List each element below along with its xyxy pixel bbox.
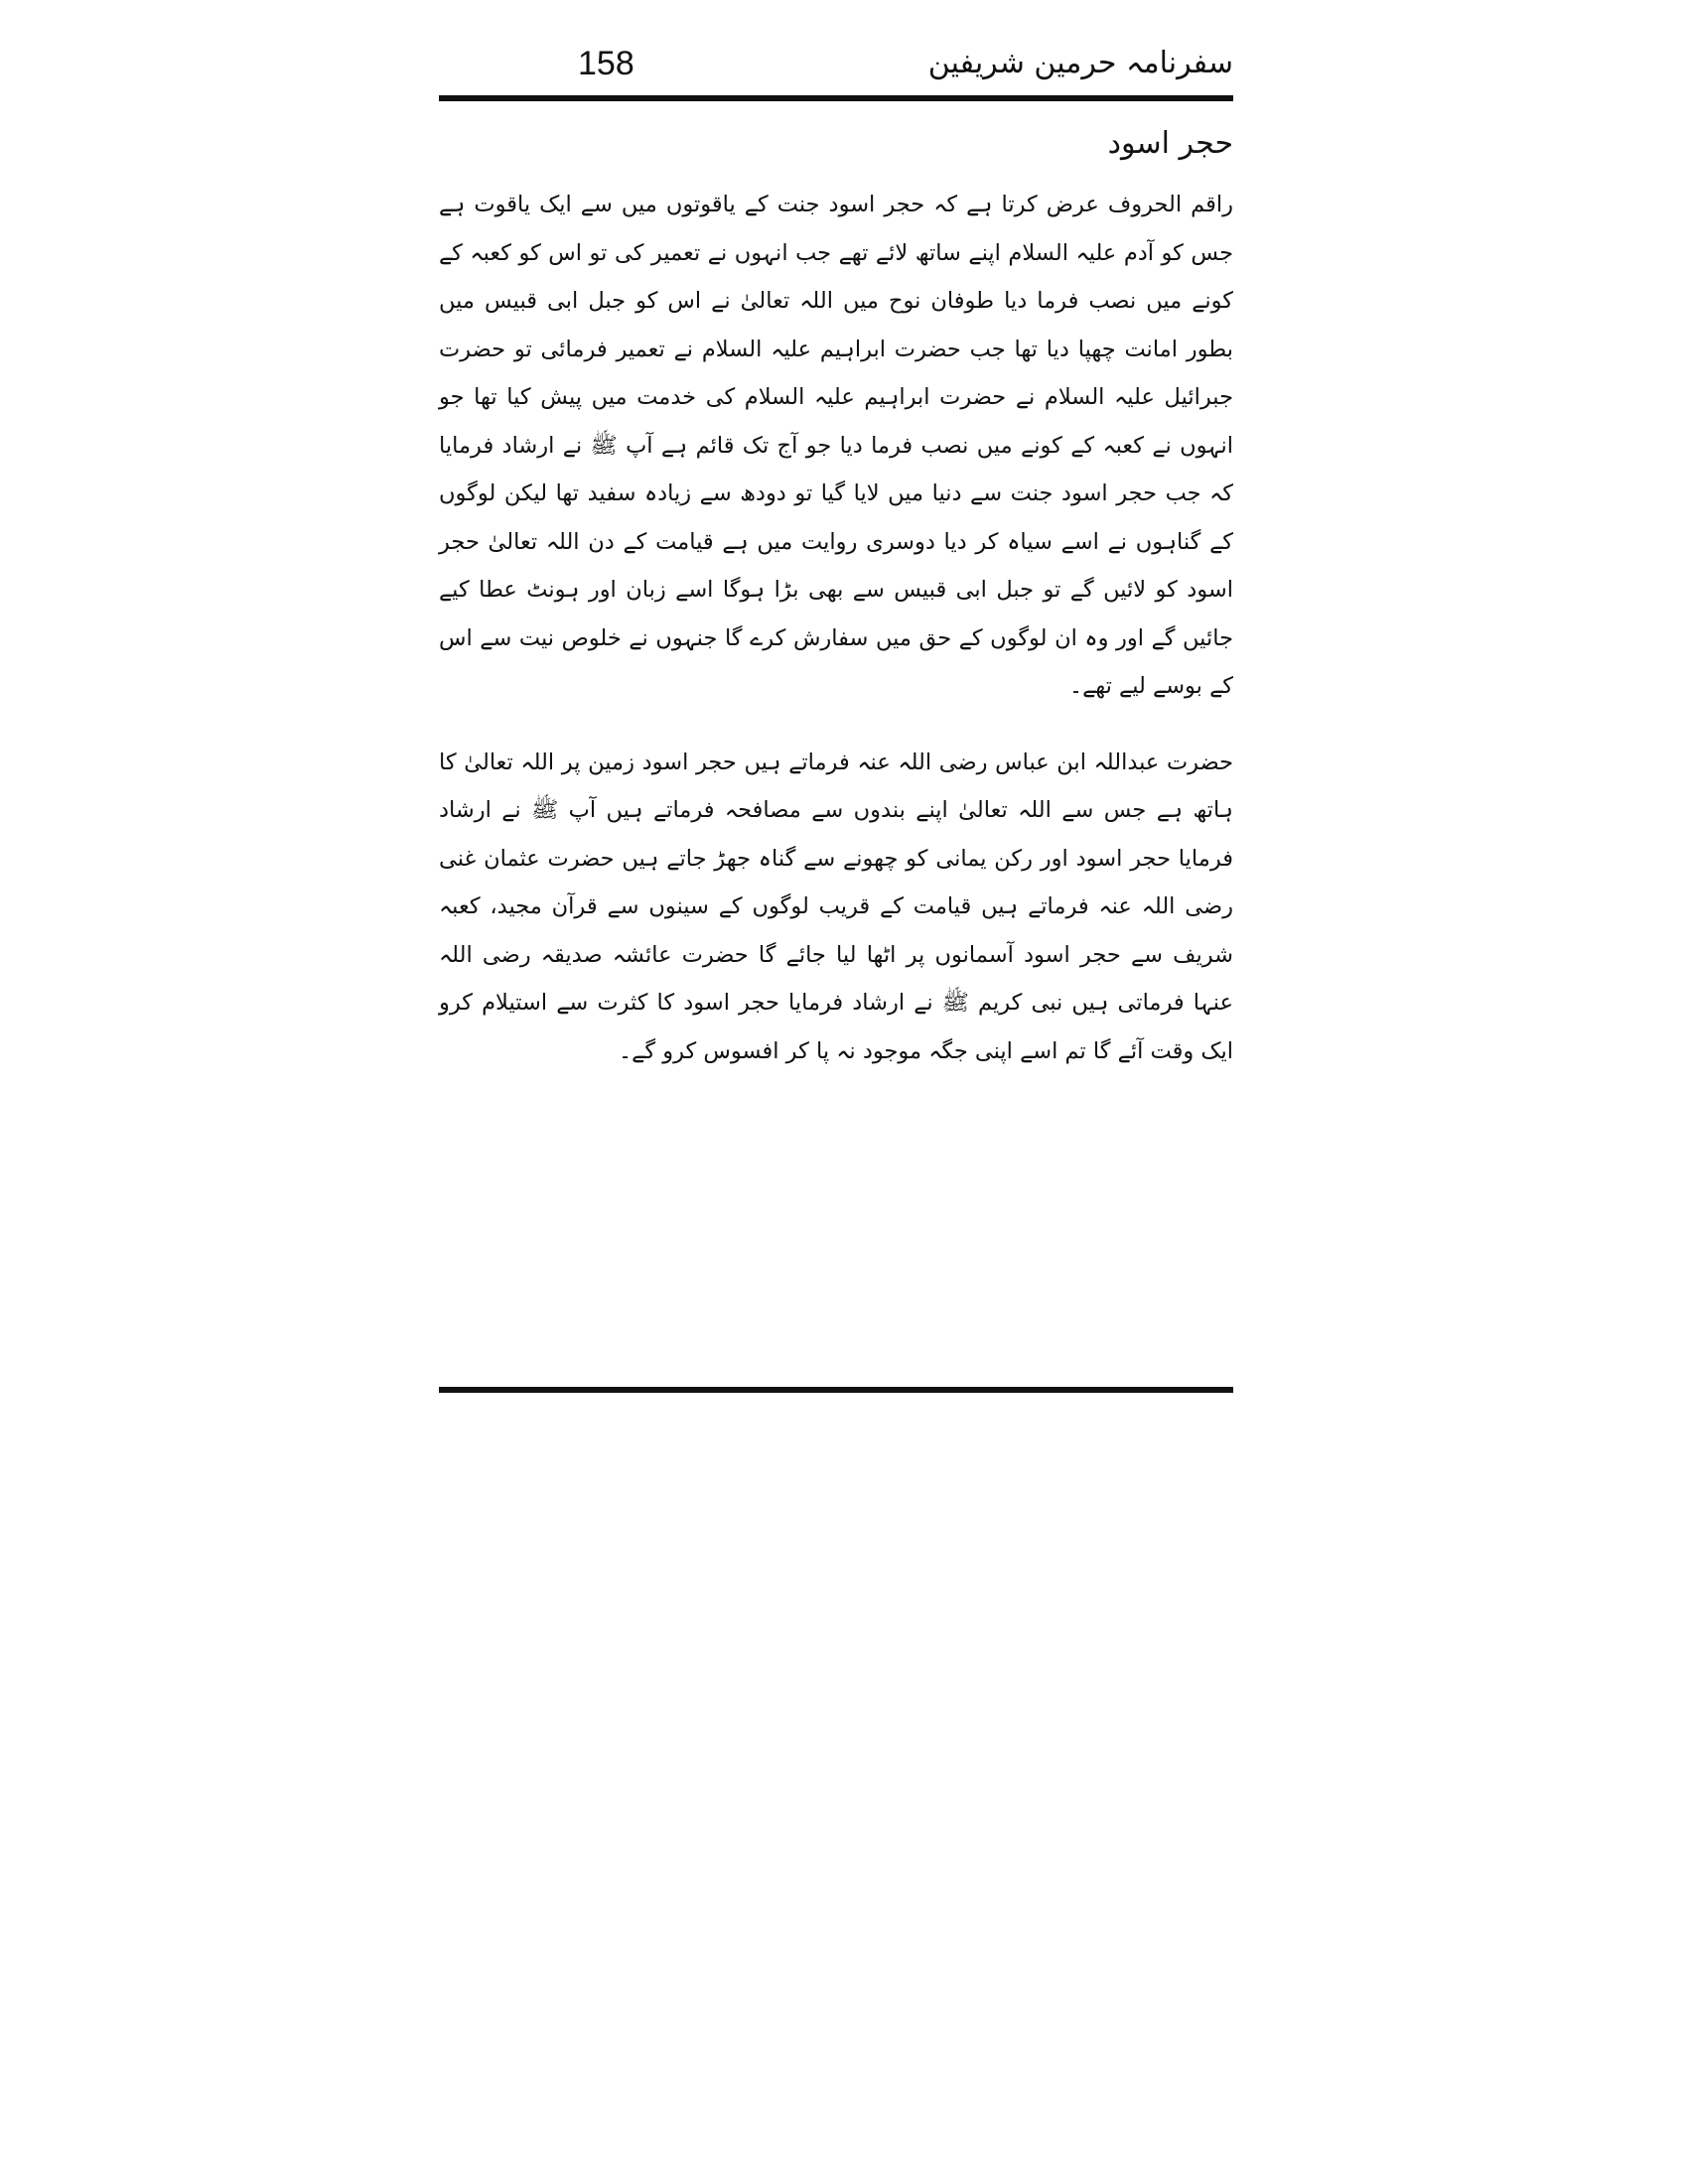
paragraph-2: حضرت عبداللہ ابن عباس رضی اللہ عنہ فرماتے ہیں حجر اسود زمین پر اللہ تعالیٰ کا ہاتھ ہے جس سے اللہ تعالیٰ اپنے بندوں سے مصافحہ فرماتے ہیں آپ ﷺ نے ارشاد فرمایا حجر اسود اور رکن یمانی کو چھونے سے گناہ جھڑ جاتے ہیں حضرت عثمان غنی رضی اللہ عنہ فرماتے ہیں قیامت کے قریب لوگوں کے سینوں سے قرآن مجید، کعبہ شریف سے حجر اسود آسمانوں پر اٹھا لیا جائے گا حضرت عائشہ صدیقہ رضی اللہ عنہا فرماتی ہیں نبی کریم ﷺ نے ارشاد فرمایا حجر اسود کا کثرت سے استیلام کرو ایک وقت آئے گا تم اسے اپنی جگہ موجود نہ پا کر افسوس کرو گے۔ xyxy=(439,749,1233,1064)
page-number: 158 xyxy=(578,45,634,82)
section-heading: حجر اسود xyxy=(1107,126,1233,161)
page-body xyxy=(439,117,1233,1075)
book-title: سفرنامہ حرمین شریفین xyxy=(927,46,1233,80)
footer-rule xyxy=(439,1387,1233,1393)
paragraph-1: راقم الحروف عرض کرتا ہے کہ حجر اسود جنت کے یاقوتوں میں سے ایک یاقوت ہے جس کو آدم علیہ السلام اپنے ساتھ لائے تھے جب انہوں نے تعمیر کی تو اس کو کعبہ کے کونے میں نصب فرما دیا طوفان نوح میں اللہ تعالیٰ نے اس کو جبل ابی قبیس میں بطور امانت چھپا دیا تھا جب حضرت ابراہیم علیہ السلام نے تعمیر فرمائی تو حضرت جبرائیل علیہ السلام نے حضرت ابراہیم علیہ السلام کی خدمت میں پیش کیا تھا جو انہوں نے کعبہ کے کونے میں نصب فرما دیا جو آج تک قائم ہے آپ ﷺ نے ارشاد فرمایا کہ جب حجر اسود جنت سے دنیا میں لایا گیا تو دودھ سے زیادہ سفید تھا لیکن لوگوں کے گناہوں نے اسے سیاہ کر دیا دوسری روایت میں ہے قیامت کے دن اللہ تعالیٰ حجر اسود کو لائیں گے تو جبل ابی قبیس سے بھی بڑا ہوگا اسے زبان اور ہونٹ عطا کیے جائیں گے اور وہ ان لوگوں کے حق میں سفارش کرے گا جنہوں نے خلوص نیت سے اس کے بوسے لیے تھے۔ xyxy=(439,192,1233,699)
header-rule xyxy=(439,95,1233,101)
page-header xyxy=(439,40,1233,91)
